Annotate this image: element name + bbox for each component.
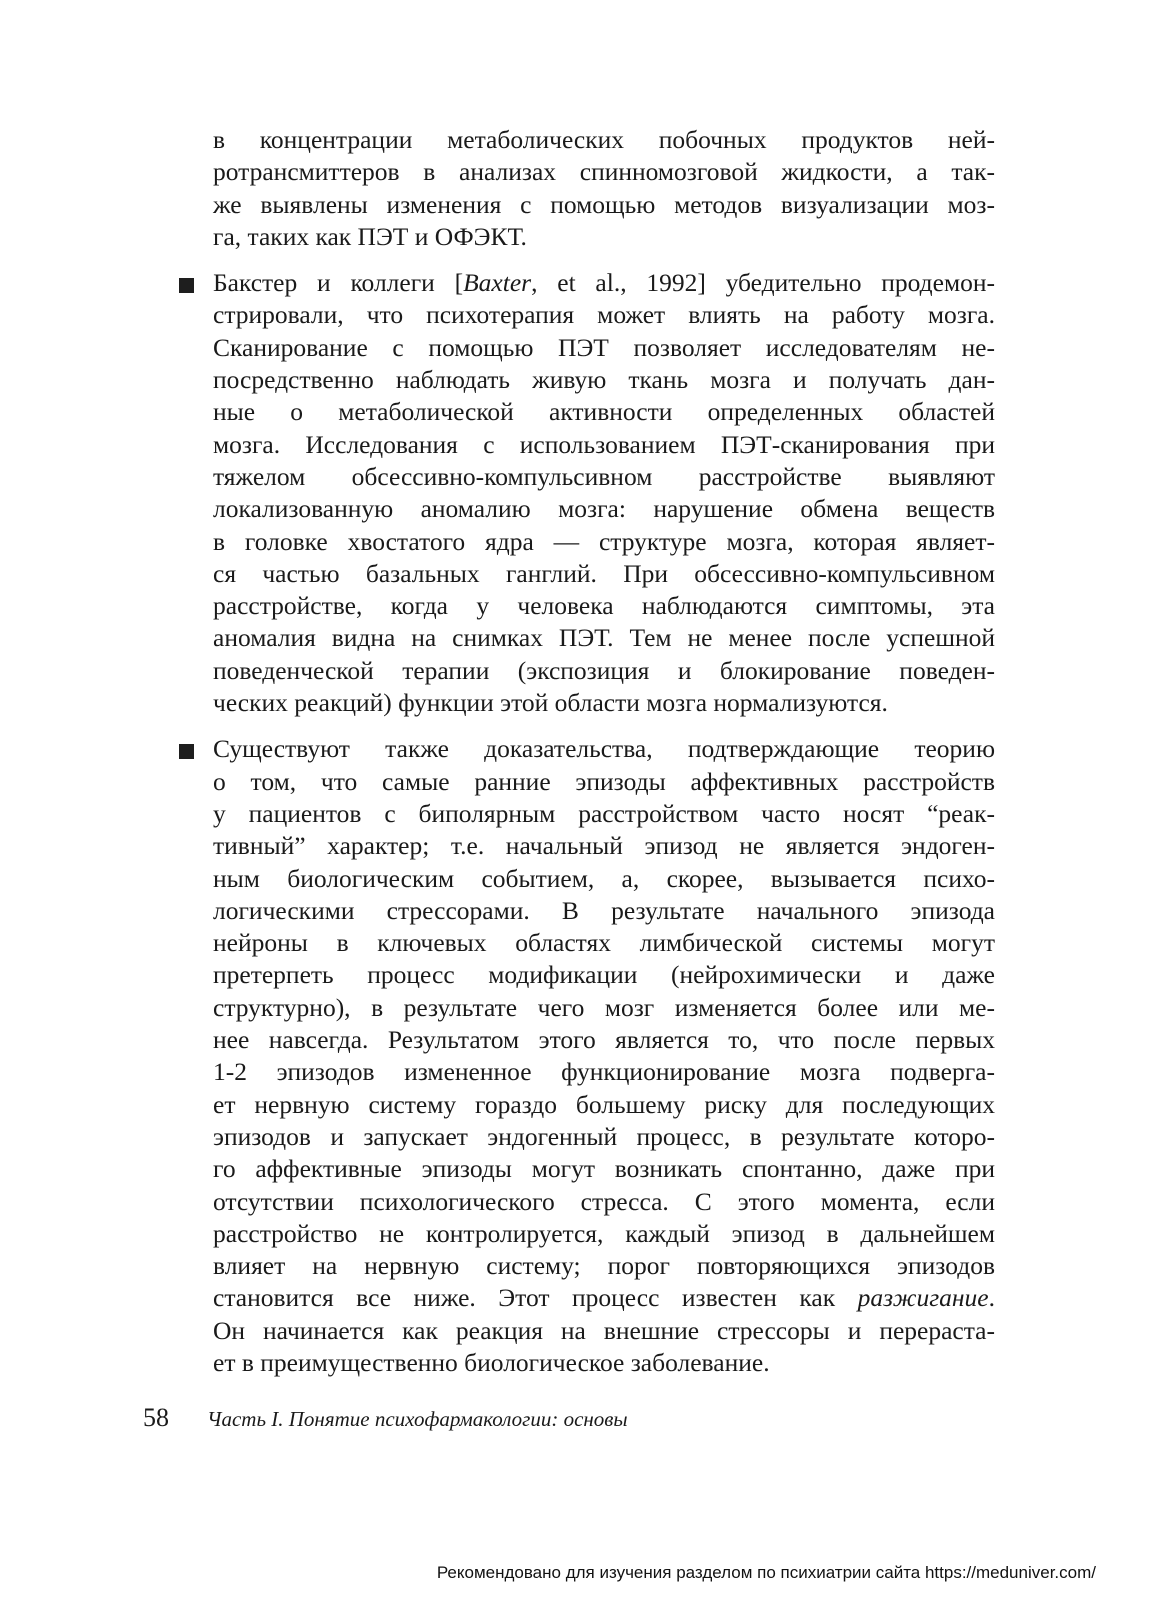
text-line: локализованную аномалию мозга: нарушение обмена веществ [213, 494, 995, 524]
text-line: го аффективные эпизоды могут возникать спонтанно, даже при [213, 1154, 995, 1184]
bullet-item-kindling [213, 733, 995, 1379]
text-line: 1-2 эпизодов измененное функционирование мозга подверга- [213, 1057, 995, 1087]
text-fragment: . [988, 1283, 995, 1313]
page-number: 58 [143, 1403, 169, 1432]
text-line: ет в преимущественно биологическое заболевание. [213, 1347, 770, 1377]
running-head: Часть I. Понятие психофармакологии: основы [207, 1407, 628, 1431]
text-line: о том, что самые ранние эпизоды аффективных расстройств [213, 766, 995, 796]
citation-author: Baxter [463, 268, 532, 298]
text-line: у пациентов с биполярным расстройством часто носят “реак- [213, 798, 995, 828]
text-line: Существуют также доказательства, подтверждающие теорию [213, 734, 995, 764]
text-line: ротрансмиттеров в анализах спинномозговой жидкости, а так- [213, 157, 995, 187]
text-line: стрировали, что психотерапия может влиять на работу мозга. [213, 300, 995, 330]
text-line: га, таких как ПЭТ и ОФЭКТ. [213, 221, 527, 251]
bullet-square-icon [179, 278, 194, 293]
text-line: в головке хвостатого ядра — структуре мозга, которая являет- [213, 526, 995, 556]
text-line: структурно), в результате чего мозг изменяется более или ме- [213, 992, 995, 1022]
text-fragment: становится все ниже. Этот процесс известен как [213, 1283, 836, 1313]
bullet-square-icon [179, 744, 194, 759]
text-line: аномалия видна на снимках ПЭТ. Тем не менее после успешной [213, 623, 995, 653]
text-fragment: Бакстер и коллеги [ [213, 268, 464, 298]
text-line: ческих реакций) функции этой области мозга нормализуются. [213, 688, 888, 718]
text-line: нейроны в ключевых областях лимбической системы могут [213, 928, 995, 958]
text-line: логическими стрессорами. В результате начального эпизода [213, 895, 995, 925]
text-line: тивный” характер; т.е. начальный эпизод не является эндоген- [213, 831, 995, 861]
text-line: влияет на нервную систему; порог повторяющихся эпизодов [213, 1251, 995, 1281]
text-line: претерпеть процесс модификации (нейрохимически и даже [213, 960, 995, 990]
text-line: эпизодов и запускает эндогенный процесс, в результате которо- [213, 1121, 995, 1151]
page-footer [143, 1403, 628, 1433]
text-line: отсутствии психологического стресса. С этого момента, если [213, 1186, 995, 1216]
main-text [213, 124, 995, 1379]
text-line [213, 1282, 995, 1314]
text-fragment: , et al., 1992] убедительно продемон- [531, 268, 995, 298]
site-watermark: Рекомендовано для изучения разделом по психиатрии сайта https://meduniver.com/ [436, 1563, 1096, 1582]
text-line [213, 267, 995, 299]
text-line: Сканирование с помощью ПЭТ позволяет исследователям не- [213, 332, 995, 362]
text-line: ся частью базальных ганглий. При обсессивно-компульсивном [213, 558, 995, 588]
intro-paragraph [213, 124, 995, 253]
text-line: тяжелом обсессивно-компульсивном расстройстве выявляют [213, 461, 995, 491]
text-line: расстройство не контролируется, каждый эпизод в дальнейшем [213, 1218, 995, 1248]
text-line: ет нервную систему гораздо большему риску для последующих [213, 1089, 995, 1119]
text-line: ным биологическим событием, а, скорее, вызывается психо- [213, 863, 995, 893]
text-line: посредственно наблюдать живую ткань мозга и получать дан- [213, 365, 995, 395]
text-line: в концентрации метаболических побочных продуктов ней- [213, 125, 995, 154]
text-line: нее навсегда. Результатом этого является то, что после первых [213, 1025, 995, 1055]
bullet-item-baxter [213, 267, 995, 719]
text-line: Он начинается как реакция на внешние стрессоры и перераста- [213, 1315, 995, 1345]
text-line: поведенческой терапии (экспозиция и блокирование поведен- [213, 655, 995, 685]
text-line: мозга. Исследования с использованием ПЭТ-сканирования при [213, 429, 995, 459]
text-line: ные о метаболической активности определенных областей [213, 397, 995, 427]
emphasized-term: разжигание [857, 1283, 989, 1313]
text-line: же выявлены изменения с помощью методов визуализации моз- [213, 189, 995, 219]
text-line: расстройстве, когда у человека наблюдаются симптомы, эта [213, 591, 995, 621]
